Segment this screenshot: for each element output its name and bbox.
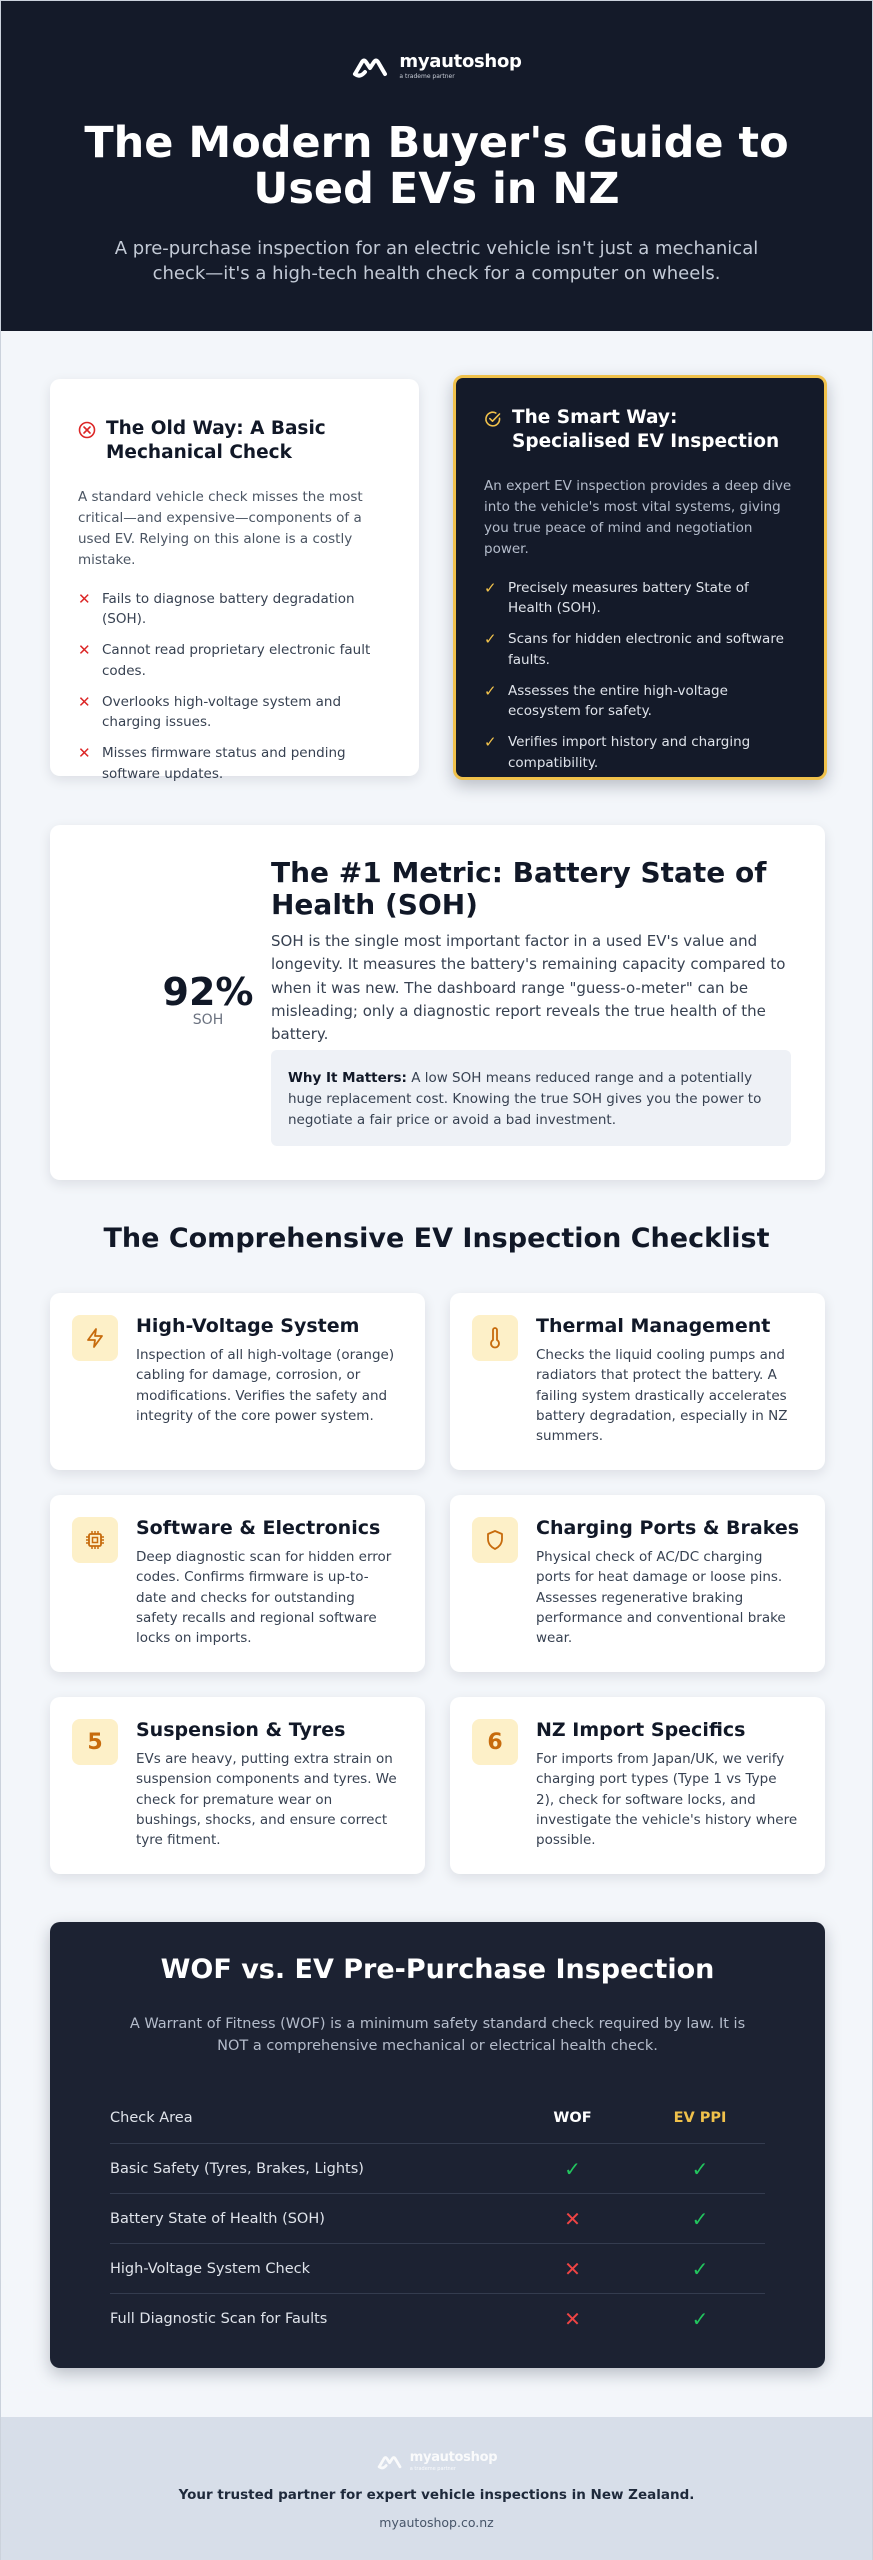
item-text: Physical check of AC/DC charging ports for heat damage or loose pins. Assesses regenerative braking performance and conventional brake wear. bbox=[536, 1549, 786, 1646]
list-item-text: Overlooks high-voltage system and charging issues. bbox=[102, 693, 342, 731]
number-badge: 5 bbox=[72, 1719, 118, 1765]
cross-icon: ✕ bbox=[564, 2307, 581, 2331]
smart-way-title: The Smart Way: Specialised EV Inspection bbox=[512, 407, 780, 453]
footer-brand-subline: a trademe partner bbox=[409, 2466, 456, 2472]
cross-icon: ✕ bbox=[564, 2256, 581, 2281]
number-badge: 6 bbox=[472, 1719, 518, 1765]
list-item-text: Precisely measures battery State of Health (SOH). bbox=[508, 579, 749, 617]
cross-icon: ✕ bbox=[78, 692, 91, 711]
list-item bbox=[484, 629, 796, 670]
list-item-text: Misses firmware status and pending software updates. bbox=[102, 745, 346, 782]
page-footer bbox=[1, 2417, 872, 2560]
soh-description: SOH is the single most important factor in a used EV's value and longevity. It measures the battery's remaining capacity compared to when it was new. The dashboard range "guess-o-meter" can be misleading; only a diagnostic report reveals the true health of the battery. bbox=[271, 932, 786, 1043]
checklist-item bbox=[450, 1495, 825, 1672]
check-icon: ✓ bbox=[564, 2156, 581, 2181]
check-icon: ✓ bbox=[691, 2256, 709, 2281]
row-label: Full Diagnostic Scan for Faults bbox=[110, 2311, 328, 2327]
list-item-text: Cannot read proprietary electronic fault codes. bbox=[102, 642, 371, 679]
list-item-text: Verifies import history and charging compatibility. bbox=[508, 734, 751, 771]
old-way-title: The Old Way: A Basic Mechanical Check bbox=[106, 418, 326, 464]
checklist-item bbox=[50, 1293, 425, 1470]
smart-way-list bbox=[484, 578, 796, 773]
table-row bbox=[110, 2194, 765, 2244]
brand-logo[interactable] bbox=[1, 53, 872, 80]
footer-brand-name: myautoshop bbox=[409, 2450, 498, 2465]
footer-logo[interactable] bbox=[1, 2451, 872, 2472]
soh-title: The #1 Metric: Battery State of Health (SOH) bbox=[271, 856, 767, 922]
list-item-text: Assesses the entire high-voltage ecosystem for safety. bbox=[508, 682, 728, 720]
list-item bbox=[78, 640, 391, 681]
thermometer-icon bbox=[472, 1315, 518, 1361]
item-title: Software & Electronics bbox=[136, 1517, 381, 1539]
page-title: The Modern Buyer's Guide to Used EVs in NZ bbox=[84, 118, 789, 214]
item-text: Checks the liquid cooling pumps and radiators that protect the battery. A failing system drastically accelerates battery degradation, especially in NZ summers. bbox=[536, 1347, 788, 1444]
old-way-card bbox=[50, 379, 419, 782]
checkmark-icon: ✓ bbox=[484, 733, 497, 752]
checklist-title: The Comprehensive EV Inspection Checklist bbox=[103, 1223, 770, 1254]
cross-icon: ✕ bbox=[564, 2206, 581, 2231]
checkmark-icon: ✓ bbox=[484, 681, 497, 700]
list-item bbox=[484, 681, 796, 722]
logo-mark-icon bbox=[376, 2453, 406, 2471]
table-row bbox=[110, 2244, 765, 2294]
hero-section bbox=[1, 1, 872, 331]
item-title: High-Voltage System bbox=[136, 1315, 360, 1337]
checkmark-icon: ✓ bbox=[484, 630, 497, 649]
soh-card bbox=[50, 825, 825, 1180]
footer-link[interactable]: myautoshop.co.nz bbox=[379, 2515, 494, 2530]
old-way-description: A standard vehicle check misses the most critical—and expensive—components of a used EV. Relying on this alone is a costly mistake. bbox=[78, 489, 363, 568]
footer-tagline: Your trusted partner for expert vehicle inspections in New Zealand. bbox=[178, 2487, 695, 2503]
list-item bbox=[78, 692, 391, 733]
wof-subtitle: A Warrant of Fitness (WOF) is a minimum safety standard check required by law. It is NOT a comprehensive mechanical or electrical health check. bbox=[129, 2016, 746, 2054]
list-item-text: Fails to diagnose battery degradation (SOH). bbox=[102, 590, 355, 628]
wof-title: WOF vs. EV Pre-Purchase Inspection bbox=[160, 1954, 715, 1985]
checklist-item bbox=[50, 1495, 425, 1672]
check-icon: ✓ bbox=[691, 2156, 709, 2181]
callout-label: Why It Matters: bbox=[288, 1070, 407, 1086]
soh-callout bbox=[271, 1050, 791, 1146]
old-way-list bbox=[78, 589, 391, 784]
item-text: EVs are heavy, putting extra strain on suspension components and tyres. We check for premature wear on bushings, shocks, and ensure correct tyre fitment. bbox=[136, 1751, 397, 1848]
x-circle-icon bbox=[78, 421, 96, 439]
column-header: EV PPI bbox=[673, 2109, 727, 2126]
check-icon: ✓ bbox=[691, 2206, 709, 2231]
item-title: Thermal Management bbox=[536, 1315, 771, 1337]
list-item bbox=[78, 743, 391, 784]
smart-way-card bbox=[453, 375, 827, 780]
item-title: Suspension & Tyres bbox=[136, 1719, 346, 1741]
item-title: NZ Import Specifics bbox=[536, 1719, 746, 1741]
soh-value: 92% bbox=[162, 970, 254, 1014]
brand-name: myautoshop bbox=[399, 51, 522, 72]
item-text: Deep diagnostic scan for hidden error codes. Confirms firmware is up-to-date and checks for outstanding safety recalls and regional software locks on imports. bbox=[136, 1549, 392, 1646]
table-row bbox=[110, 2144, 765, 2194]
comparison-table bbox=[110, 2092, 765, 2344]
soh-value-label: SOH bbox=[192, 1012, 224, 1028]
table-header-row bbox=[110, 2092, 765, 2144]
list-item bbox=[484, 732, 796, 773]
callout-text: A low SOH means reduced range and a potentially huge replacement cost. Knowing the true SOH gives you the power to negotiate a fair price or avoid a bad investment. bbox=[288, 1070, 762, 1128]
item-title: Charging Ports & Brakes bbox=[536, 1517, 800, 1539]
check-icon: ✓ bbox=[691, 2307, 709, 2331]
checklist-item bbox=[450, 1697, 825, 1874]
wof-comparison-panel bbox=[50, 1922, 825, 2368]
row-label: High-Voltage System Check bbox=[110, 2260, 310, 2277]
brand-subline: a trademe partner bbox=[399, 73, 455, 80]
column-header: Check Area bbox=[110, 2109, 193, 2126]
cross-icon: ✕ bbox=[78, 589, 91, 608]
list-item bbox=[78, 589, 391, 630]
item-text: Inspection of all high-voltage (orange) cabling for damage, corrosion, or modifications. Verifies the safety and integrity of the core power system. bbox=[136, 1347, 395, 1424]
list-item bbox=[484, 578, 796, 619]
hero-subtitle: A pre-purchase inspection for an electric vehicle isn't just a mechanical check—it's a high-tech health check for a computer on wheels. bbox=[114, 238, 759, 285]
row-label: Basic Safety (Tyres, Brakes, Lights) bbox=[110, 2160, 364, 2177]
chip-icon bbox=[72, 1517, 118, 1563]
shield-icon bbox=[472, 1517, 518, 1563]
checklist-item bbox=[450, 1293, 825, 1470]
item-text: For imports from Japan/UK, we verify charging port types (Type 1 vs Type 2), check for software locks, and investigate the vehicle's history where possible. bbox=[536, 1751, 798, 1848]
checklist-item bbox=[50, 1697, 425, 1874]
list-item-text: Scans for hidden electronic and software faults. bbox=[508, 631, 784, 668]
check-circle-icon bbox=[484, 410, 502, 428]
table-row bbox=[110, 2294, 765, 2344]
logo-mark-icon bbox=[351, 54, 393, 80]
lightning-icon bbox=[72, 1315, 118, 1361]
cross-icon: ✕ bbox=[78, 641, 91, 660]
column-header: WOF bbox=[553, 2109, 592, 2126]
checkmark-icon: ✓ bbox=[484, 578, 497, 597]
row-label: Battery State of Health (SOH) bbox=[110, 2210, 325, 2227]
cross-icon: ✕ bbox=[78, 744, 91, 763]
smart-way-description: An expert EV inspection provides a deep dive into the vehicle's most vital systems, giving you true peace of mind and negotiation power. bbox=[484, 478, 792, 557]
